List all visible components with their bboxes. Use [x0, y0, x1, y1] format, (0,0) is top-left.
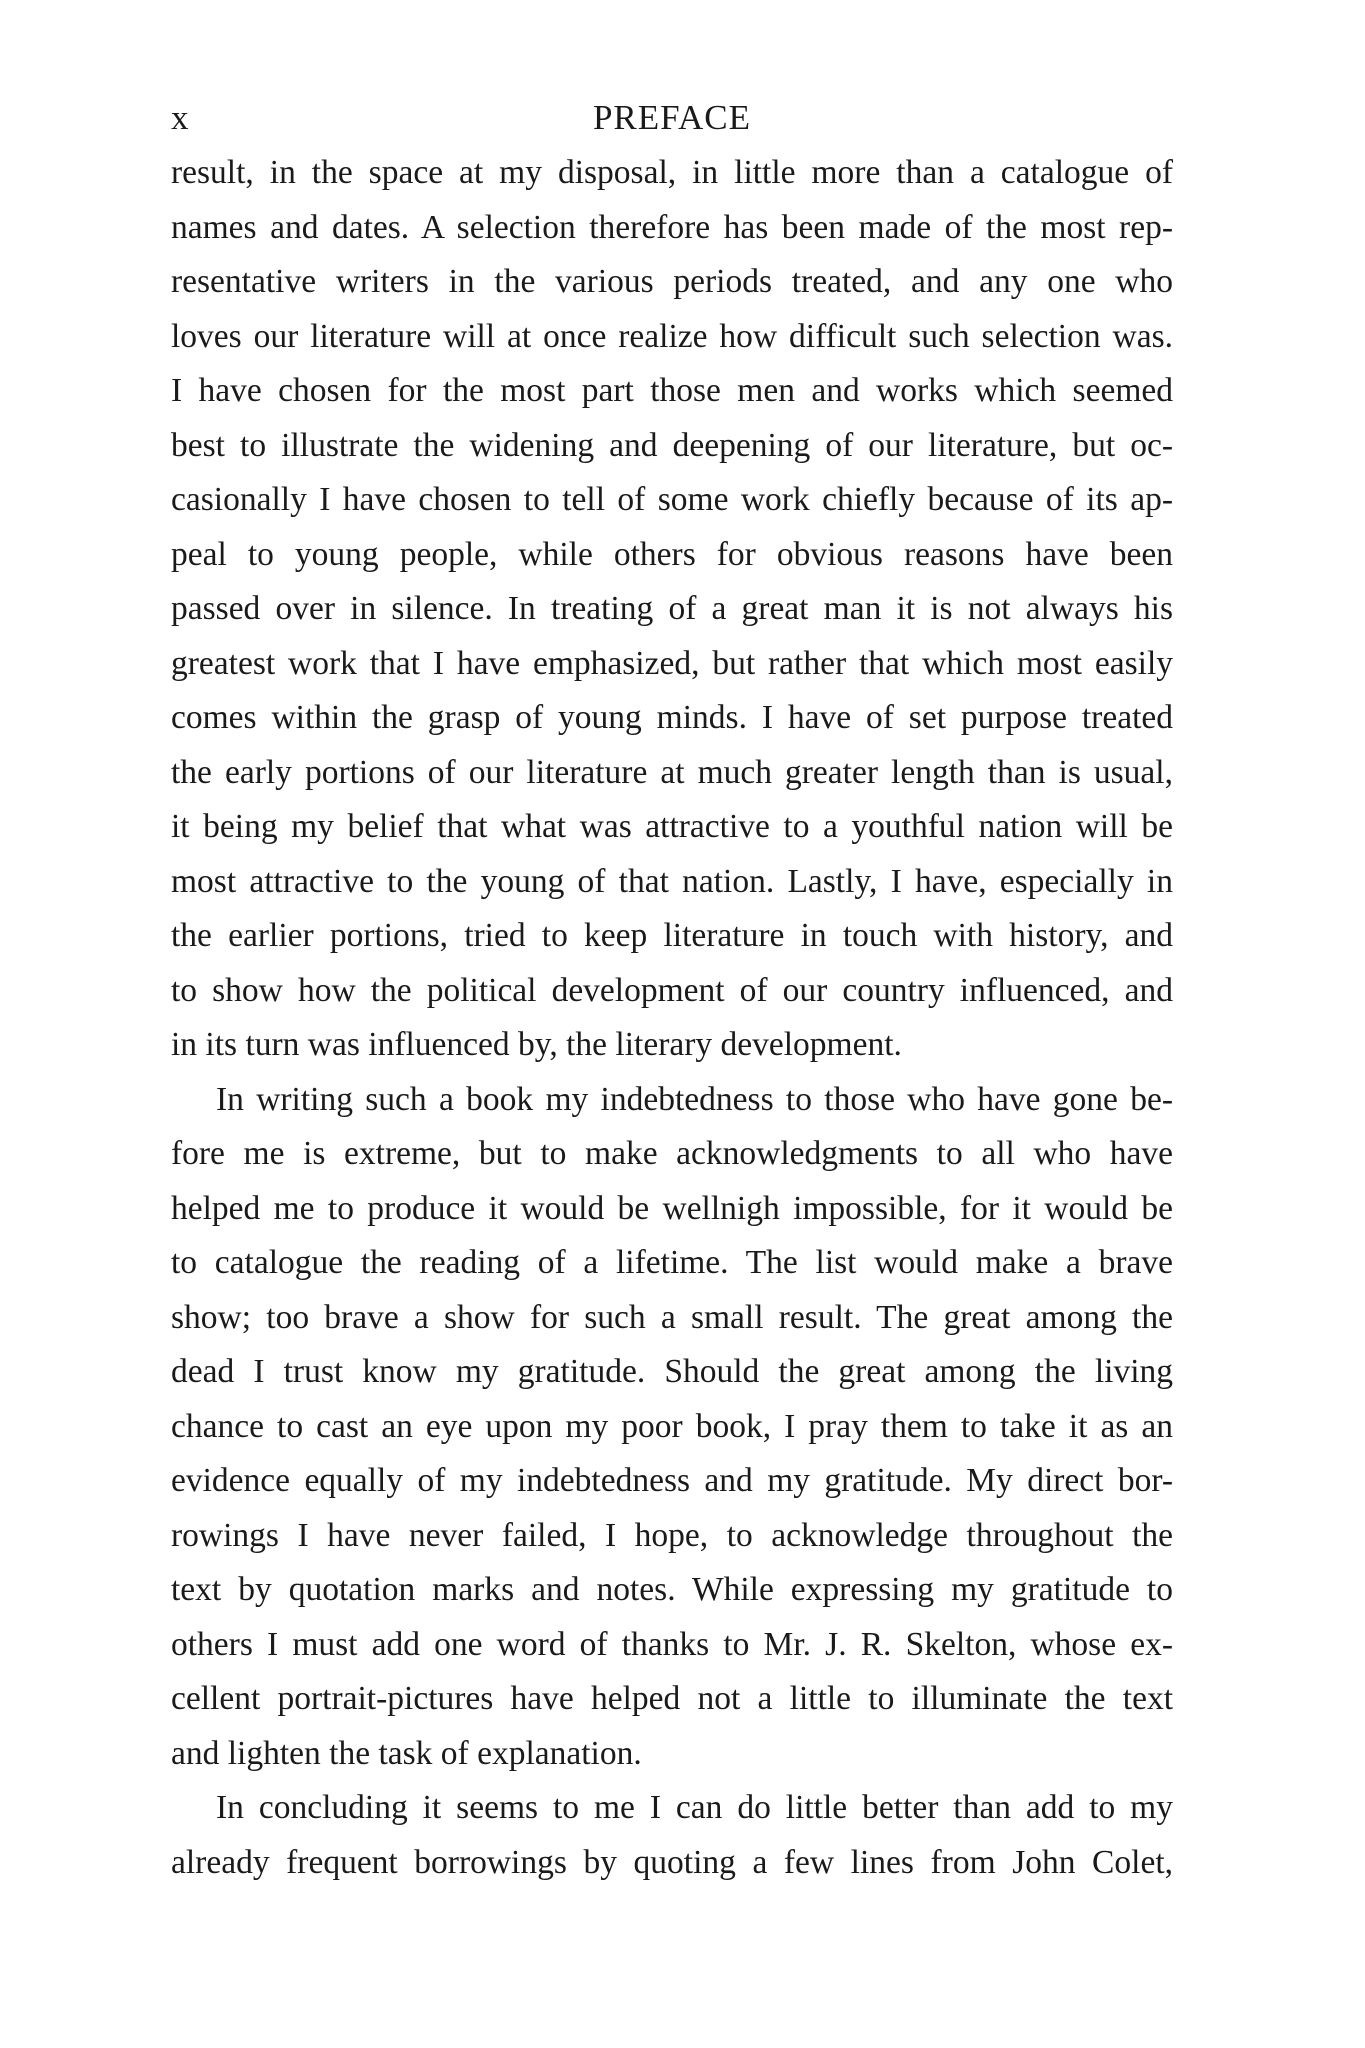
running-head-title: PREFACE [592, 98, 752, 137]
text-line: and lighten the task of explanation. [171, 1734, 642, 1772]
text-line: In writing such a book my indebtedness to those who have gone be- [216, 1080, 1173, 1118]
paragraph [171, 146, 1173, 1073]
text-line: the early portions of our literature at much greater length than is usual, [171, 753, 1173, 791]
text-line: best to illustrate the widening and deepening of our literature, but oc- [171, 426, 1173, 464]
text-line: fore me is extreme, but to make acknowledgments to all who have [171, 1135, 1173, 1172]
text-line: peal to young people, while others for obvious reasons have been [171, 535, 1173, 573]
text-line: passed over in silence. In treating of a great man it is not always his [171, 590, 1173, 627]
text-line: resentative writers in the various periods treated, and any one who [171, 263, 1173, 300]
text-line: In concluding it seems to me I can do little better than add to my [216, 1789, 1173, 1826]
text-line: others I must add one word of thanks to Mr. J. R. Skelton, whose ex- [171, 1625, 1173, 1663]
body-text [171, 146, 1173, 1890]
text-line: result, in the space at my disposal, in little more than a catalogue of [171, 154, 1173, 191]
text-line: I have chosen for the most part those men and works which seemed [171, 372, 1173, 409]
text-line: the earlier portions, tried to keep literature in touch with history, and [171, 917, 1173, 954]
text-line: already frequent borrowings by quoting a few lines from John Colet, [171, 1843, 1173, 1881]
text-line: names and dates. A selection therefore has been made of the most rep- [171, 208, 1173, 246]
page-number: x [171, 98, 189, 137]
paragraph [171, 1073, 1173, 1782]
text-line: to show how the political development of our country influenced, and [171, 971, 1173, 1009]
text-line: cellent portrait-pictures have helped not a little to illuminate the text [171, 1680, 1173, 1717]
text-line: in its turn was influenced by, the literary development. [171, 1026, 902, 1063]
text-line: text by quotation marks and notes. While expressing my gratitude to [171, 1571, 1173, 1608]
text-line: show; too brave a show for such a small result. The great among the [171, 1298, 1173, 1336]
text-line: helped me to produce it would be wellnigh impossible, for it would be [171, 1189, 1173, 1227]
text-line: dead I trust know my gratitude. Should the great among the living [171, 1353, 1173, 1390]
paragraph [171, 1781, 1173, 1890]
text-line: greatest work that I have emphasized, but rather that which most easily [171, 644, 1173, 682]
text-line: comes within the grasp of young minds. I have of set purpose treated [171, 699, 1173, 736]
text-line: most attractive to the young of that nation. Lastly, I have, especially in [171, 862, 1173, 900]
text-line: rowings I have never failed, I hope, to acknowledge throughout the [171, 1516, 1173, 1554]
text-line: it being my belief that what was attractive to a youthful nation will be [171, 808, 1173, 845]
text-line: loves our literature will at once realize how difficult such selection was. [171, 317, 1173, 355]
text-line: chance to cast an eye upon my poor book, I pray them to take it as an [171, 1407, 1173, 1445]
book-page [171, 96, 1173, 1890]
text-line: to catalogue the reading of a lifetime. The list would make a brave [171, 1244, 1173, 1281]
text-line: casionally I have chosen to tell of some work chiefly because of its ap- [171, 481, 1173, 518]
text-line: evidence equally of my indebtedness and my gratitude. My direct bor- [171, 1462, 1173, 1499]
running-head [171, 96, 1173, 140]
